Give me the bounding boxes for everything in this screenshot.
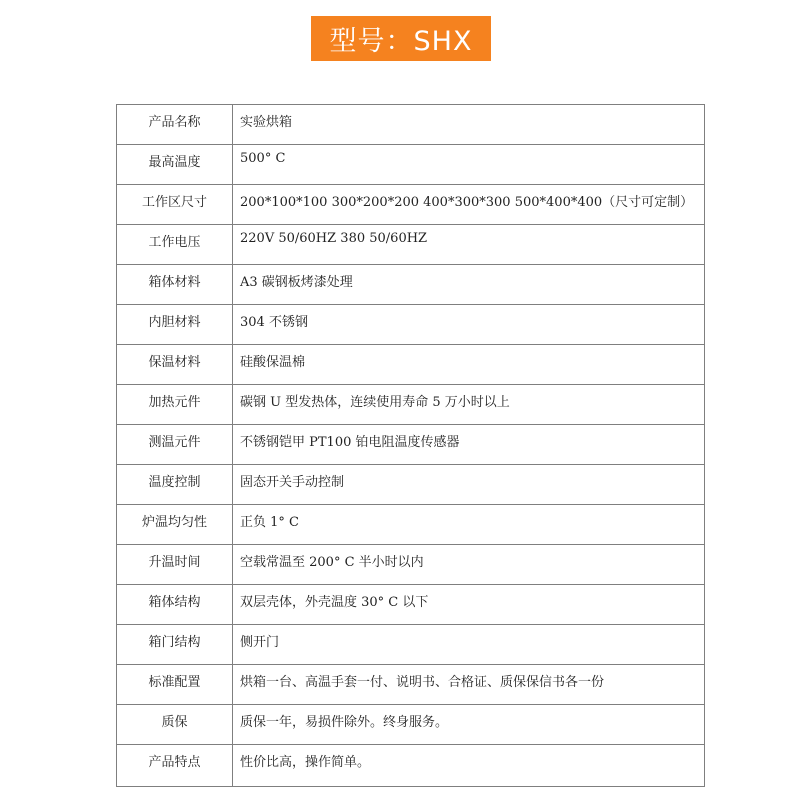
table-row: [117, 345, 705, 385]
spec-value: 500° C: [233, 145, 705, 185]
model-banner: 型号：SHX: [311, 16, 491, 61]
spec-value: 正负 1° C: [233, 505, 705, 545]
spec-table: [116, 104, 705, 787]
table-row: [117, 185, 705, 225]
spec-value: 304 不锈钢: [233, 305, 705, 345]
spec-value: 空载常温至 200° C 半小时以内: [233, 545, 705, 585]
spec-value: 侧开门: [233, 625, 705, 665]
table-row: [117, 665, 705, 705]
spec-label: 箱门结构: [117, 625, 233, 665]
spec-label: 工作区尺寸: [117, 185, 233, 225]
spec-label: 升温时间: [117, 545, 233, 585]
spec-value: 碳钢 U 型发热体，连续使用寿命 5 万小时以上: [233, 385, 705, 425]
spec-label: 产品特点: [117, 745, 233, 787]
spec-label: 测温元件: [117, 425, 233, 465]
spec-value: 性价比高，操作简单。: [233, 745, 705, 787]
table-row: [117, 705, 705, 745]
spec-label: 质保: [117, 705, 233, 745]
table-row: [117, 105, 705, 145]
spec-value: 硅酸保温棉: [233, 345, 705, 385]
spec-label: 温度控制: [117, 465, 233, 505]
table-row: [117, 385, 705, 425]
table-row: [117, 545, 705, 585]
spec-value: 烘箱一台、高温手套一付、说明书、合格证、质保保信书各一份: [233, 665, 705, 705]
table-row: [117, 745, 705, 787]
spec-value: 质保一年，易损件除外。终身服务。: [233, 705, 705, 745]
table-row: [117, 305, 705, 345]
spec-label: 箱体材料: [117, 265, 233, 305]
spec-value: 220V 50/60HZ 380 50/60HZ: [233, 225, 705, 265]
spec-label: 产品名称: [117, 105, 233, 145]
spec-label: 内胆材料: [117, 305, 233, 345]
spec-value: A3 碳钢板烤漆处理: [233, 265, 705, 305]
table-row: [117, 265, 705, 305]
spec-label: 最高温度: [117, 145, 233, 185]
table-row: [117, 465, 705, 505]
spec-value: 实验烘箱: [233, 105, 705, 145]
spec-label: 箱体结构: [117, 585, 233, 625]
table-row: [117, 505, 705, 545]
table-row: [117, 225, 705, 265]
spec-label: 标准配置: [117, 665, 233, 705]
table-row: [117, 585, 705, 625]
spec-value: 固态开关手动控制: [233, 465, 705, 505]
spec-label: 工作电压: [117, 225, 233, 265]
spec-label: 保温材料: [117, 345, 233, 385]
spec-label: 炉温均匀性: [117, 505, 233, 545]
spec-value: 200*100*100 300*200*200 400*300*300 500*400*400（尺寸可定制）: [233, 185, 705, 225]
spec-value: 不锈钢铠甲 PT100 铂电阻温度传感器: [233, 425, 705, 465]
spec-value: 双层壳体，外壳温度 30° C 以下: [233, 585, 705, 625]
spec-label: 加热元件: [117, 385, 233, 425]
table-row: [117, 425, 705, 465]
table-row: [117, 625, 705, 665]
table-row: [117, 145, 705, 185]
